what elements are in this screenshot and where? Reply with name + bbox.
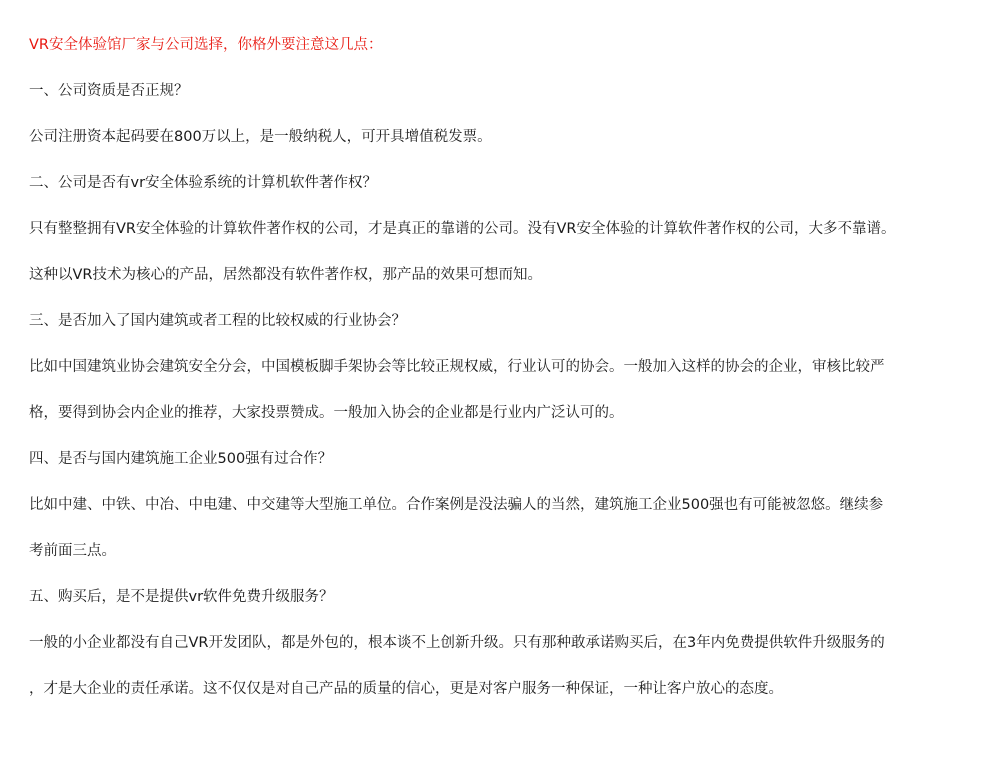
- paragraph-line: 考前面三点。: [29, 543, 116, 559]
- paragraph-line: 一般的小企业都没有自己VR开发团队，都是外包的，根本谈不上创新升级。只有那种敢承诺购买后，在3年内免费提供软件升级服务的: [29, 635, 885, 651]
- paragraph-line: 比如中国建筑业协会建筑安全分会，中国模板脚手架协会等比较正规权威，行业认可的协会。一般加入这样的协会的企业，审核比较严: [29, 359, 885, 375]
- heading-industry-association: 三、是否加入了国内建筑或者工程的比较权威的行业协会？: [29, 313, 406, 329]
- paragraph-line: 格，要得到协会内企业的推荐，大家投票赞成。一般加入协会的企业都是行业内广泛认可的。: [29, 405, 624, 421]
- heading-software-copyright: 二、公司是否有vr安全体验系统的计算机软件著作权？: [29, 175, 378, 191]
- article: [29, 35, 979, 725]
- heading-qualification: 一、公司资质是否正规？: [29, 83, 189, 99]
- heading-cooperation: 四、是否与国内建筑施工企业500强有过合作？: [29, 451, 333, 467]
- heading-upgrade-service: 五、购买后，是不是提供vr软件免费升级服务？: [29, 589, 334, 605]
- paragraph-line: 这种以VR技术为核心的产品，居然都没有软件著作权，那产品的效果可想而知。: [29, 267, 542, 283]
- article-title: VR安全体验馆厂家与公司选择，你格外要注意这几点：: [29, 37, 383, 53]
- paragraph-line: ，才是大企业的责任承诺。这不仅仅是对自己产品的质量的信心，更是对客户服务一种保证，一种让客户放心的态度。: [29, 681, 783, 697]
- paragraph-line: 公司注册资本起码要在800万以上，是一般纳税人，可开具增值税发票。: [29, 129, 492, 145]
- paragraph-line: 只有整整拥有VR安全体验的计算软件著作权的公司，才是真正的靠谱的公司。没有VR安全体验的计算软件著作权的公司，大多不靠谱。: [29, 221, 896, 237]
- paragraph-line: 比如中建、中铁、中冶、中电建、中交建等大型施工单位。合作案例是没法骗人的当然，建筑施工企业500强也有可能被忽悠。继续参: [29, 497, 884, 513]
